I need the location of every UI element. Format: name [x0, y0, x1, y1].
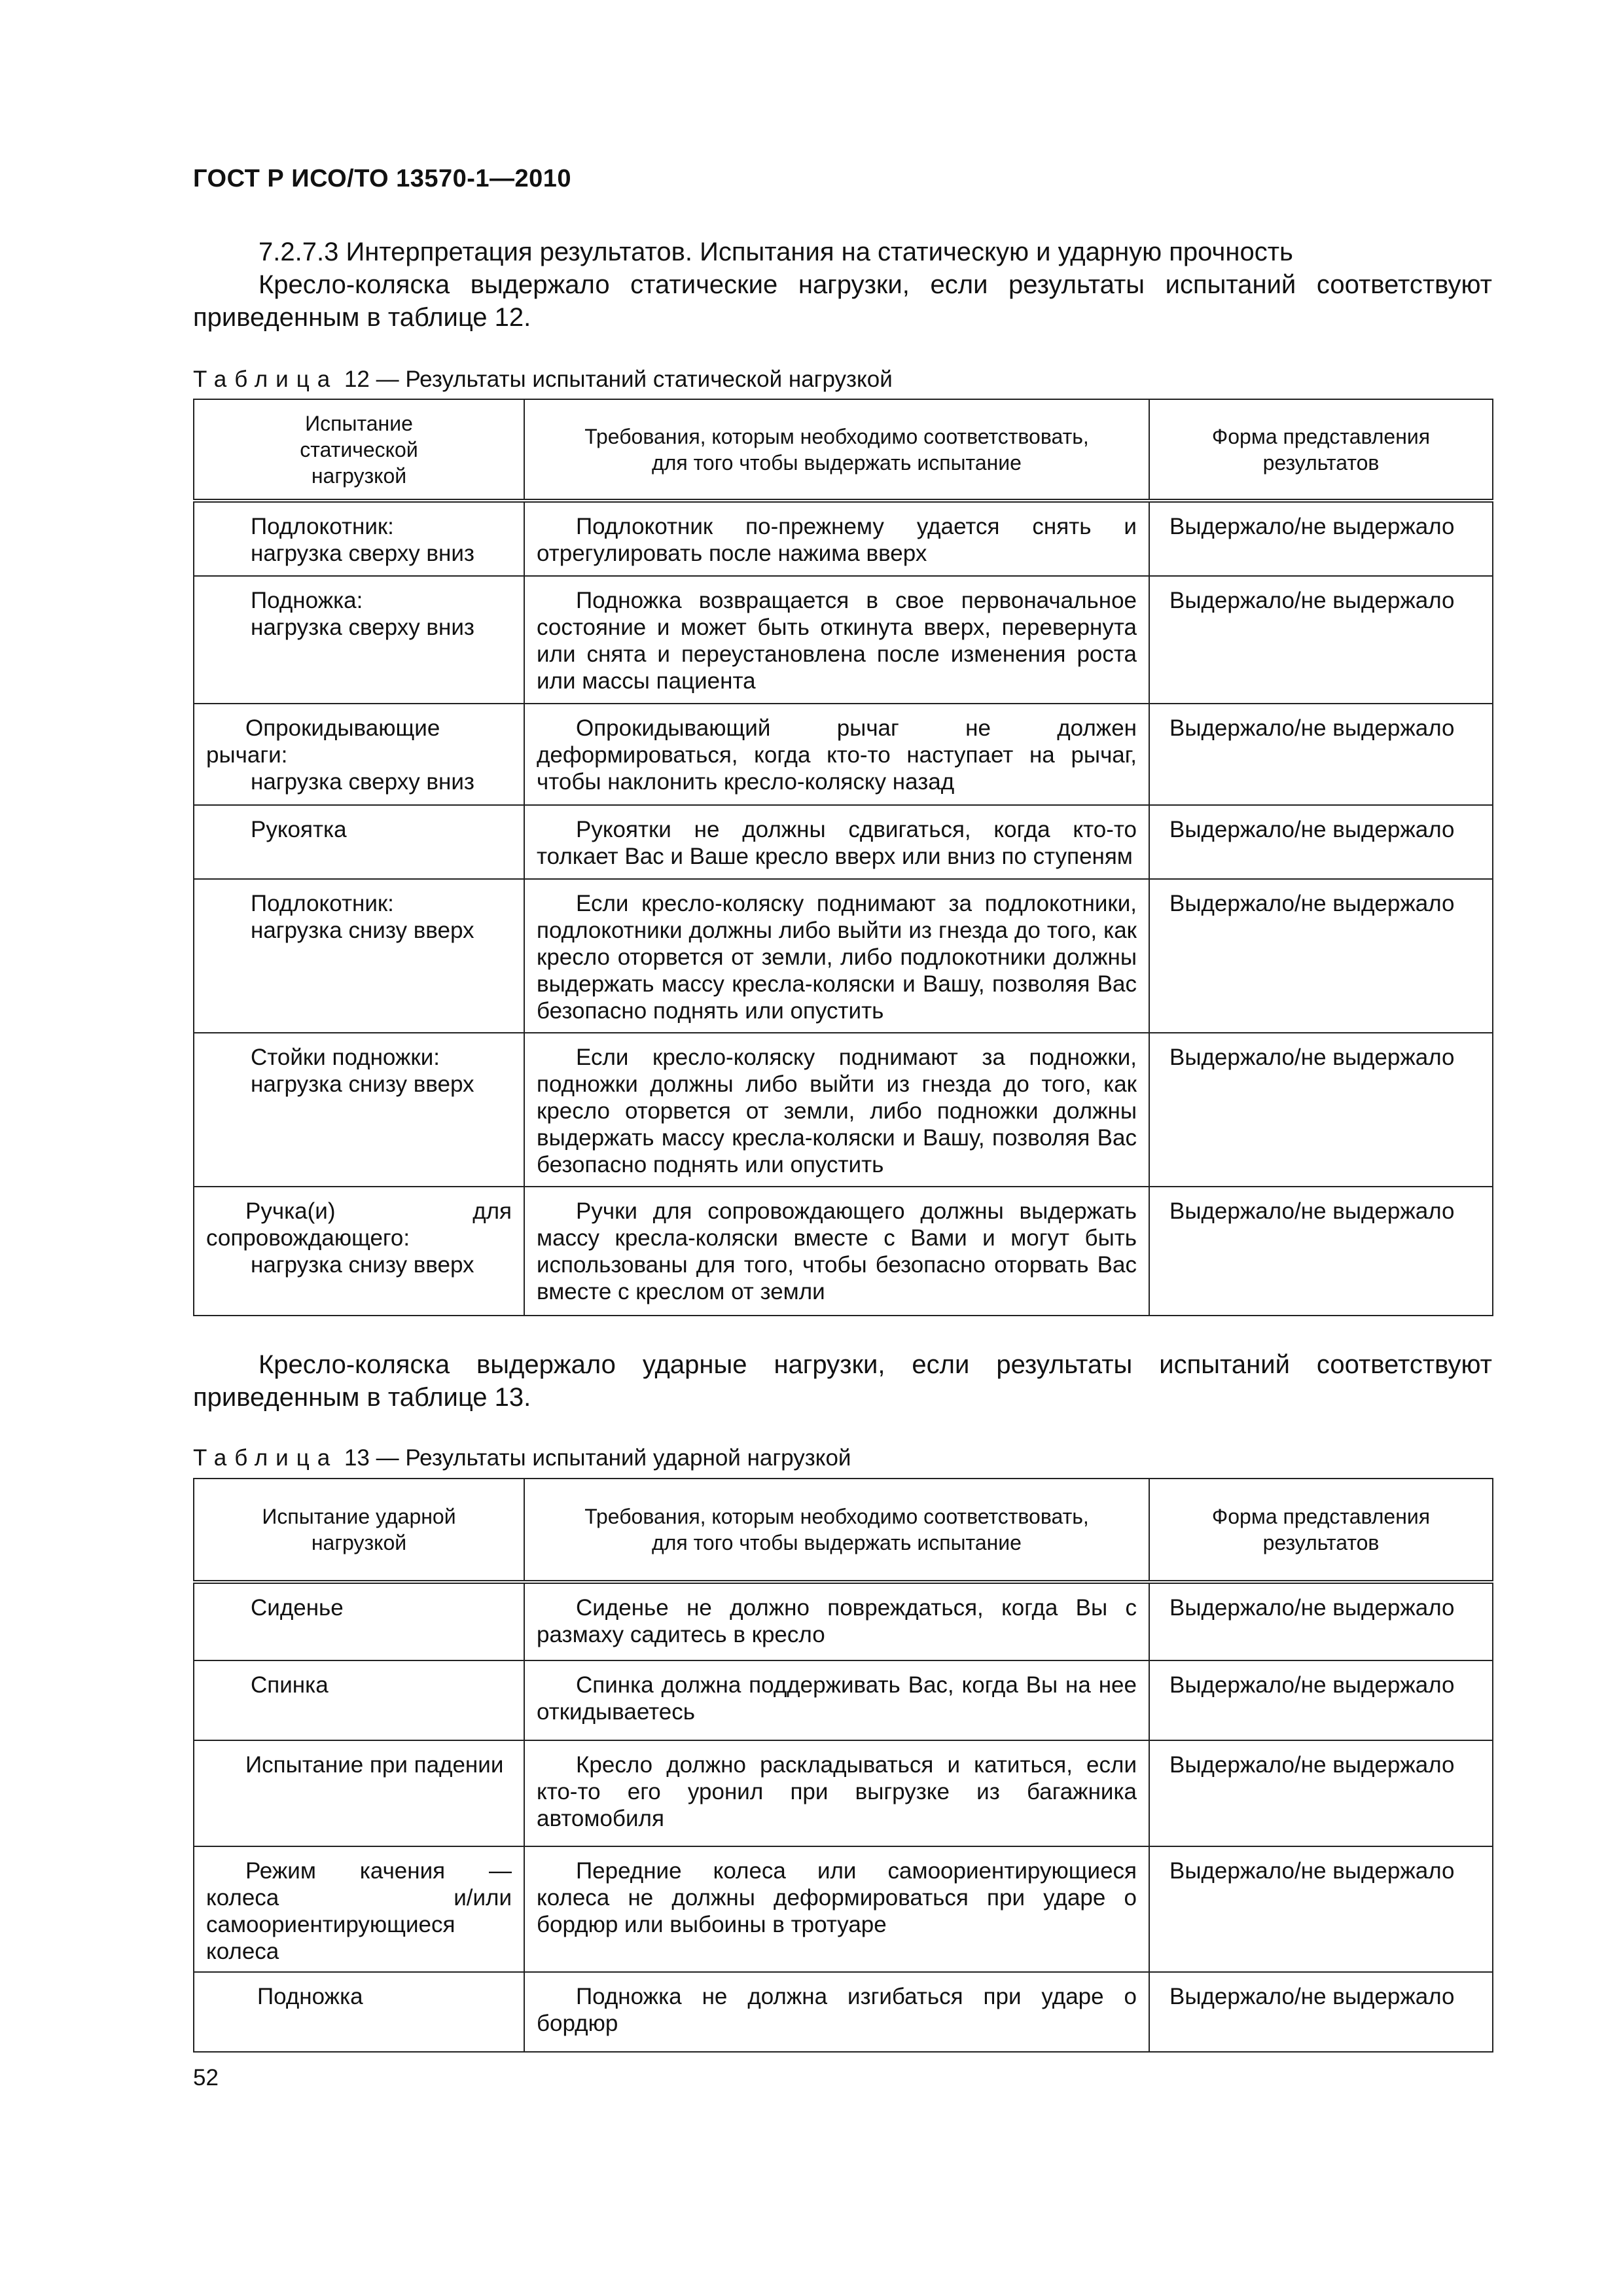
requirement-cell [524, 501, 1149, 576]
requirement-cell [524, 704, 1149, 805]
test-cell [194, 576, 524, 704]
requirement-cell [524, 879, 1149, 1033]
table13-header-result-form: Форма представления результатов [1149, 1479, 1493, 1582]
test-name: Подножка [257, 1984, 363, 2009]
section-title: 7.2.7.3 Интерпретация результатов. Испытания на статическую и ударную прочность [259, 238, 1293, 266]
table13-caption-word: Таблица [193, 1445, 338, 1471]
result-cell: Выдержало/не выдержало [1149, 805, 1493, 879]
document-header: ГОСТ Р ИСО/ТО 13570-1—2010 [193, 165, 572, 192]
table-row [194, 1033, 1493, 1187]
table-row [194, 1660, 1493, 1740]
requirement-cell [524, 1660, 1149, 1740]
test-name: Подлокотник: [251, 514, 394, 539]
requirement-text: Подножка не должна изгибаться при ударе о бордюр [537, 1984, 1137, 2036]
table12-header-result-form: Форма представления результатов [1149, 399, 1493, 501]
test-name: Режим качения — колеса и/или самоориентирующиеся колеса [206, 1858, 512, 1964]
table-row [194, 1740, 1493, 1846]
table12-caption-word: Таблица [193, 367, 338, 392]
table-row [194, 1187, 1493, 1316]
table13-header-requirements: Требования, которым необходимо соответствовать, для того чтобы выдержать испытание [524, 1479, 1149, 1582]
table-row [194, 1582, 1493, 1660]
test-load: нагрузка снизу вверх [251, 1252, 474, 1278]
requirement-cell [524, 576, 1149, 704]
table12-caption [193, 367, 893, 393]
requirement-text: Ручки для сопровождающего должны выдержать массу кресла-коляски вместе с Вами и могут быть использованы для того, чтобы безопасно оторвать Вас вместе с креслом от земли [537, 1198, 1137, 1304]
test-name: Сиденье [251, 1595, 344, 1621]
table12-header-test: Испытание статической нагрузкой [194, 399, 524, 501]
test-load: нагрузка снизу вверх [251, 1071, 474, 1097]
requirement-text: Если кресло-коляску поднимают за подлокотники, подлокотники должны либо выйти из гнезда до того, как кресло оторвется от земли, либо подлокотники должны выдержать массу кресла-коляски и Вашу, позволяя Вас безопасно поднять или опустить [537, 891, 1137, 1024]
test-load: нагрузка сверху вниз [251, 769, 474, 795]
test-cell [194, 1187, 524, 1316]
table13-header-test: Испытание ударной нагрузкой [194, 1479, 524, 1582]
table-row [194, 501, 1493, 576]
test-load: нагрузка сверху вниз [251, 615, 474, 640]
result-cell: Выдержало/не выдержало [1149, 1582, 1493, 1660]
test-cell [194, 501, 524, 576]
requirement-text: Подлокотник по-прежнему удается снять и отрегулировать после нажима вверх [537, 514, 1137, 566]
table-row [194, 1972, 1493, 2052]
intro-impact-paragraph: Кресло-коляска выдержало ударные нагрузки, если результаты испытаний соответствуют приведенным в таблице 13. [193, 1350, 1492, 1412]
table12-caption-text: 12 — Результаты испытаний статической нагрузкой [344, 367, 893, 392]
table-row [194, 576, 1493, 704]
test-name: Подножка: [251, 588, 363, 613]
table13-header-row [194, 1479, 1493, 1582]
requirement-cell [524, 1187, 1149, 1316]
requirement-text: Опрокидывающий рычаг не должен деформироваться, когда кто-то наступает на рычаг, чтобы наклонить кресло-коляску назад [537, 715, 1137, 795]
result-cell: Выдержало/не выдержало [1149, 879, 1493, 1033]
test-load: нагрузка снизу вверх [251, 918, 474, 943]
test-cell [194, 1972, 524, 2052]
test-name: Испытание при падении [245, 1752, 504, 1778]
requirement-cell [524, 805, 1149, 879]
result-cell: Выдержало/не выдержало [1149, 501, 1493, 576]
test-name: Рукоятка [251, 817, 347, 842]
test-name: Спинка [251, 1672, 329, 1698]
table12-header-requirements: Требования, которым необходимо соответствовать, для того чтобы выдержать испытание [524, 399, 1149, 501]
requirement-text: Рукоятки не должны сдвигаться, когда кто-то толкает Вас и Ваше кресло вверх или вниз по ступеням [537, 817, 1137, 869]
result-cell: Выдержало/не выдержало [1149, 1740, 1493, 1846]
result-cell: Выдержало/не выдержало [1149, 1187, 1493, 1316]
page-number: 52 [193, 2065, 219, 2090]
test-name: Ручка(и) для сопровождающего: [206, 1198, 512, 1251]
test-name: Подлокотник: [251, 891, 394, 916]
requirement-cell [524, 1582, 1149, 1660]
test-load: нагрузка сверху вниз [251, 541, 474, 566]
table12-header-row [194, 399, 1493, 501]
table13-caption-text: 13 — Результаты испытаний ударной нагрузкой [344, 1445, 851, 1471]
requirement-cell [524, 1972, 1149, 2052]
requirement-cell [524, 1740, 1149, 1846]
test-name: Опрокидывающие рычаги: [206, 715, 440, 768]
result-cell: Выдержало/не выдержало [1149, 1972, 1493, 2052]
test-cell [194, 1660, 524, 1740]
table13-caption [193, 1445, 851, 1471]
test-cell [194, 1033, 524, 1187]
result-cell: Выдержало/не выдержало [1149, 704, 1493, 805]
table-12 [193, 399, 1493, 1316]
requirement-text: Если кресло-коляску поднимают за подножки, подножки должны либо выйти из гнезда до того, как кресло оторвется от земли, либо подножки должны выдержать массу кресла-коляски и Вашу, позволяя Вас безопасно поднять или опустить [537, 1045, 1137, 1177]
test-cell [194, 1582, 524, 1660]
requirement-text: Подножка возвращается в свое первоначальное состояние и может быть откинута вверх, перевернута или снята и переустановлена после изменения роста или массы пациента [537, 588, 1137, 694]
requirement-text: Спинка должна поддерживать Вас, когда Вы на нее откидываетесь [537, 1672, 1137, 1725]
result-cell: Выдержало/не выдержало [1149, 1033, 1493, 1187]
test-name: Стойки подножки: [251, 1045, 440, 1070]
test-cell [194, 1740, 524, 1846]
test-cell [194, 879, 524, 1033]
table-row [194, 704, 1493, 805]
result-cell: Выдержало/не выдержало [1149, 1846, 1493, 1972]
requirement-text: Сиденье не должно повреждаться, когда Вы с размаху садитесь в кресло [537, 1595, 1137, 1647]
test-cell [194, 1846, 524, 1972]
table-row [194, 1846, 1493, 1972]
requirement-text: Передние колеса или самоориентирующиеся колеса не должны деформироваться при ударе о бордюр или выбоины в тротуаре [537, 1858, 1137, 1937]
test-cell [194, 704, 524, 805]
intro-static-paragraph: Кресло-коляска выдержало статические нагрузки, если результаты испытаний соответствуют приведенным в таблице 12. [193, 270, 1492, 332]
result-cell: Выдержало/не выдержало [1149, 576, 1493, 704]
requirement-text: Кресло должно раскладываться и катиться, если кто-то его уронил при выгрузке из багажника автомобиля [537, 1752, 1137, 1831]
result-cell: Выдержало/не выдержало [1149, 1660, 1493, 1740]
requirement-cell [524, 1033, 1149, 1187]
test-cell [194, 805, 524, 879]
table-row [194, 879, 1493, 1033]
table-row [194, 805, 1493, 879]
requirement-cell [524, 1846, 1149, 1972]
table-13 [193, 1478, 1493, 2053]
